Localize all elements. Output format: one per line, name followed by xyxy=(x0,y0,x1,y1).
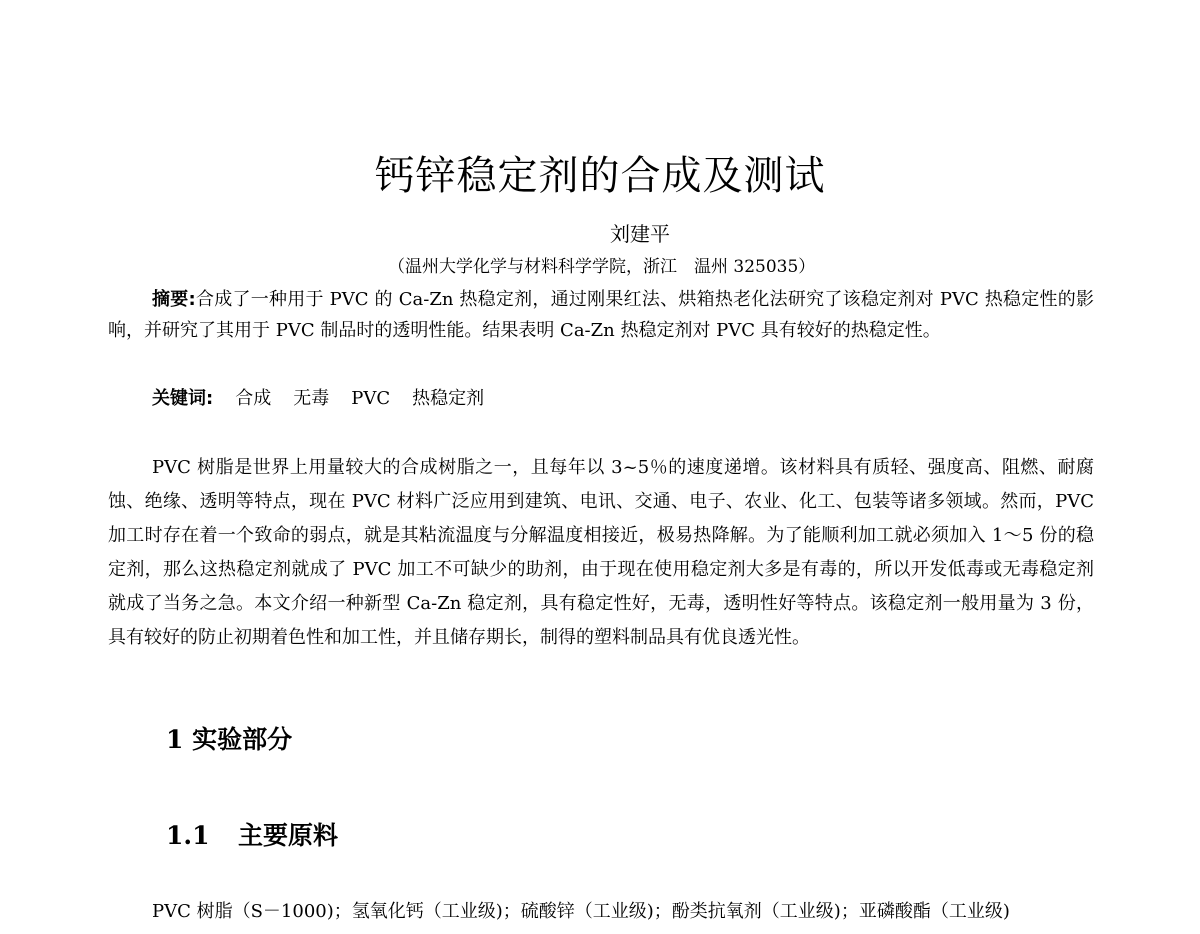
subsection-title: 主要原料 xyxy=(238,821,339,850)
subsection-number: 1.1 xyxy=(166,821,210,850)
author-affiliation: （温州大学化学与材料科学学院，浙江 温州 325035） xyxy=(388,257,816,277)
section-heading: 1 实验部分 xyxy=(166,725,293,754)
paper-title: 钙锌稳定剂的合成及测试 xyxy=(374,153,826,199)
keyword-item: 热稳定剂 xyxy=(412,388,485,409)
keyword-item: PVC xyxy=(351,388,391,409)
materials-paragraph: PVC 树脂（S－1000)；氢氧化钙（工业级)；硫酸锌（工业级)；酚类抗氧剂（工业级)；亚磷酸酯（工业级) xyxy=(152,901,1010,922)
subsection-heading xyxy=(166,818,338,854)
intro-paragraph: PVC 树脂是世界上用量较大的合成树脂之一，且每年以 3~5％的速度递增。该材料具有质轻、强度高、阻燃、耐腐蚀、绝缘、透明等特点，现在 PVC 材料广泛应用到建筑、电讯、交通、电子、农业、化工、包装等诸多领域。然而，PVC 加工时存在着一个致命的弱点，就是其粘流温度与分解温度相接近，极易热降解。为了能顺利加工就必须加入 1～5 份的稳定剂，那么这热稳定剂就成了 PVC 加工不可缺少的助剂，由于现在使用稳定剂大多是有毒的，所以开发低毒或无毒稳定剂就成了当务之急。本文介绍一种新型 Ca-Zn 稳定剂，具有稳定性好，无毒，透明性好等特点。该稳定剂一般用量为 3 份，具有较好的防止初期着色性和加工性，并且储存期长，制得的塑料制品具有优良透光性。 xyxy=(108,457,1094,648)
keywords-label: 关键词: xyxy=(152,388,214,409)
abstract xyxy=(108,284,1094,346)
keyword-item: 合成 xyxy=(235,388,272,409)
abstract-label: 摘要: xyxy=(152,289,196,310)
abstract-text: 合成了一种用于 PVC 的 Ca-Zn 热稳定剂，通过刚果红法、烘箱热老化法研究了该稳定剂对 PVC 热稳定性的影响，并研究了其用于 PVC 制品时的透明性能。结果表明 Ca-Zn 热稳定剂对 PVC 具有较好的热稳定性。 xyxy=(108,289,1094,341)
keywords xyxy=(152,385,484,413)
keyword-item: 无毒 xyxy=(293,388,330,409)
author-name: 刘建平 xyxy=(610,222,670,246)
